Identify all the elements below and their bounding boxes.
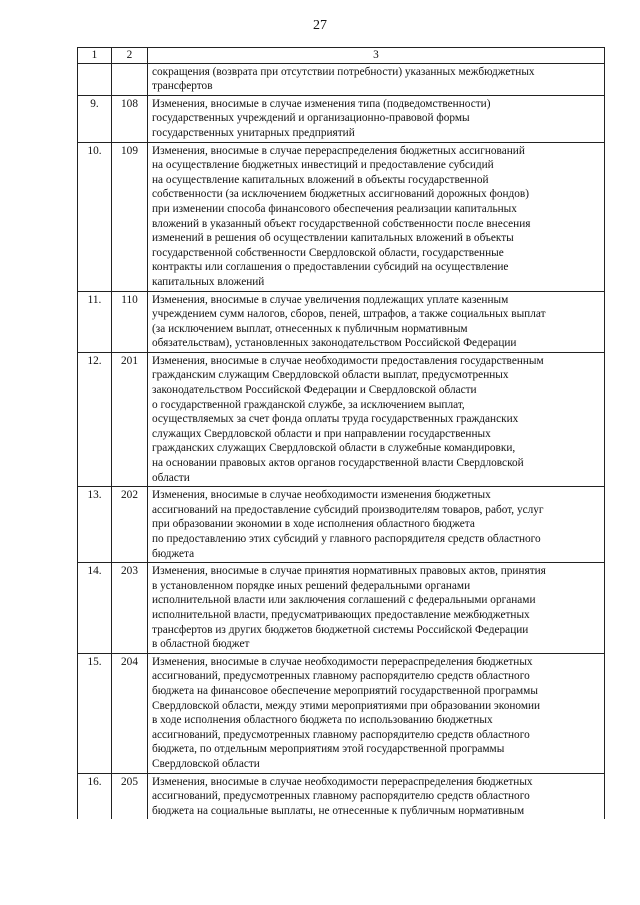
table-row (78, 95, 605, 142)
change-description (148, 142, 605, 291)
change-description (148, 773, 605, 819)
description-line: гражданских служащих Свердловской области в служебные командировки, (152, 442, 516, 455)
row-number (78, 63, 112, 95)
row-number: 13. (78, 487, 112, 563)
header-col-3: 3 (148, 48, 605, 64)
budget-changes-table (77, 47, 605, 819)
row-number: 11. (78, 291, 112, 352)
change-code: 108 (112, 95, 148, 142)
description-line: по предоставлению этих субсидий у главного распорядителя средств областного (152, 533, 541, 545)
description-line: в установленном порядке иных решений федеральными органами (152, 579, 471, 592)
description-line: Изменения, вносимые в случае необходимости перераспределения бюджетных (152, 775, 533, 788)
description-line: бюджета (152, 547, 195, 560)
description-line: (за исключением выплат, отнесенных к публичным нормативным (152, 322, 468, 335)
change-code: 203 (112, 563, 148, 654)
description-line: изменений в решения об осуществлении капитальных вложений в объекты (152, 232, 514, 245)
description-line: гражданским служащим Свердловской области выплат, предусмотренных (152, 369, 509, 382)
table-body (78, 63, 605, 819)
description-line: Свердловской области (152, 757, 260, 770)
description-line: капитальных вложений (152, 275, 265, 288)
description-line: исполнительной власти, предусматривающих предоставление межбюджетных (152, 608, 530, 621)
change-code: 202 (112, 487, 148, 563)
change-code: 201 (112, 352, 148, 486)
description-line: вложений в указанный объект государственной собственности после внесения (152, 217, 531, 230)
description-line: контракты или соглашения о предоставлении субсидий на осуществление (152, 261, 509, 274)
description-line: на основании правовых актов органов государственной власти Свердловской (152, 457, 524, 470)
description-line: при образовании экономии в ходе исполнения областного бюджета (152, 518, 475, 531)
description-line: Изменения, вносимые в случае принятия нормативных правовых актов, принятия (152, 565, 546, 578)
table-row (78, 142, 605, 291)
description-line: Изменения, вносимые в случае увеличения подлежащих уплате казенным (152, 293, 509, 306)
description-line: учреждением сумм налогов, сборов, пеней, штрафов, а также социальных выплат (152, 308, 546, 321)
description-line: при изменении способа финансового обеспечения реализации капитальных (152, 202, 517, 215)
row-number: 15. (78, 653, 112, 773)
table-row (78, 63, 605, 95)
change-description (148, 653, 605, 773)
description-line: ассигнований, предусмотренных главному распорядителю средств областного (152, 728, 530, 741)
description-line: ассигнований на предоставление субсидий производителям товаров, работ, услуг (152, 503, 544, 516)
description-line: бюджета на социальные выплаты, не отнесенные к публичным нормативным (152, 804, 525, 817)
description-line: на осуществление капитальных вложений в объекты государственной (152, 173, 489, 186)
table-header-row (78, 48, 605, 64)
table-row (78, 773, 605, 819)
change-description (148, 487, 605, 563)
table-row (78, 352, 605, 486)
table-row (78, 487, 605, 563)
header-col-1: 1 (78, 48, 112, 64)
table-row (78, 291, 605, 352)
row-number: 10. (78, 142, 112, 291)
description-line: бюджета на финансовое обеспечение мероприятий государственной программы (152, 684, 538, 697)
change-code (112, 63, 148, 95)
change-description (148, 563, 605, 654)
row-number: 14. (78, 563, 112, 654)
description-line: государственных учреждений и организационно-правовой формы (152, 112, 470, 125)
description-line: Свердловской области, между этими мероприятиями при образовании экономии (152, 699, 541, 712)
change-code: 109 (112, 142, 148, 291)
description-line: осуществляемых за счет фонда оплаты труда государственных гражданских (152, 413, 519, 426)
change-code: 110 (112, 291, 148, 352)
description-line: в ходе исполнения областного бюджета по использованию бюджетных (152, 714, 493, 727)
description-line: трансфертов (152, 80, 213, 93)
change-description (148, 95, 605, 142)
table-row (78, 653, 605, 773)
description-line: трансфертов из других бюджетов бюджетной системы Российской Федерации (152, 623, 529, 636)
description-line: законодательством Российской Федерации и Свердловской области (152, 384, 477, 397)
description-line: на осуществление бюджетных инвестиций и предоставление субсидий (152, 159, 494, 172)
description-line: ассигнований, предусмотренных главному распорядителю средств областного (152, 790, 530, 803)
description-line: Изменения, вносимые в случае необходимости предоставления государственным (152, 354, 544, 367)
description-line: Изменения, вносимые в случае необходимости перераспределения бюджетных (152, 655, 533, 668)
description-line: государственной собственности Свердловской области, государственные (152, 246, 504, 259)
row-number: 12. (78, 352, 112, 486)
description-line: государственных унитарных предприятий (152, 126, 355, 139)
description-line: ассигнований, предусмотренных главному распорядителю средств областного (152, 670, 530, 683)
description-line: области (152, 471, 190, 484)
description-line: Изменения, вносимые в случае изменения типа (подведомственности) (152, 97, 491, 110)
description-line: исполнительной власти или заключения соглашений с федеральными органами (152, 594, 536, 607)
description-line: Изменения, вносимые в случае перераспределения бюджетных ассигнований (152, 144, 525, 157)
description-line: бюджета, по отдельным мероприятиям этой государственной программы (152, 743, 505, 756)
change-description (148, 63, 605, 95)
change-code: 205 (112, 773, 148, 819)
description-line: сокращения (возврата при отсутствии потребности) указанных межбюджетных (152, 65, 535, 78)
header-col-2: 2 (112, 48, 148, 64)
description-line: в областной бюджет (152, 638, 250, 651)
change-description (148, 291, 605, 352)
page-number: 27 (313, 18, 327, 33)
row-number: 9. (78, 95, 112, 142)
description-line: собственности (за исключением бюджетных ассигнований дорожных фондов) (152, 188, 529, 201)
change-code: 204 (112, 653, 148, 773)
row-number: 16. (78, 773, 112, 819)
description-line: обязательствам), установленных законодательством Российской Федерации (152, 337, 517, 350)
description-line: о государственной гражданской службе, за исключением выплат, (152, 398, 465, 411)
description-line: Изменения, вносимые в случае необходимости изменения бюджетных (152, 489, 491, 502)
change-description (148, 352, 605, 486)
table-row (78, 563, 605, 654)
description-line: служащих Свердловской области и при направлении государственных (152, 427, 491, 440)
